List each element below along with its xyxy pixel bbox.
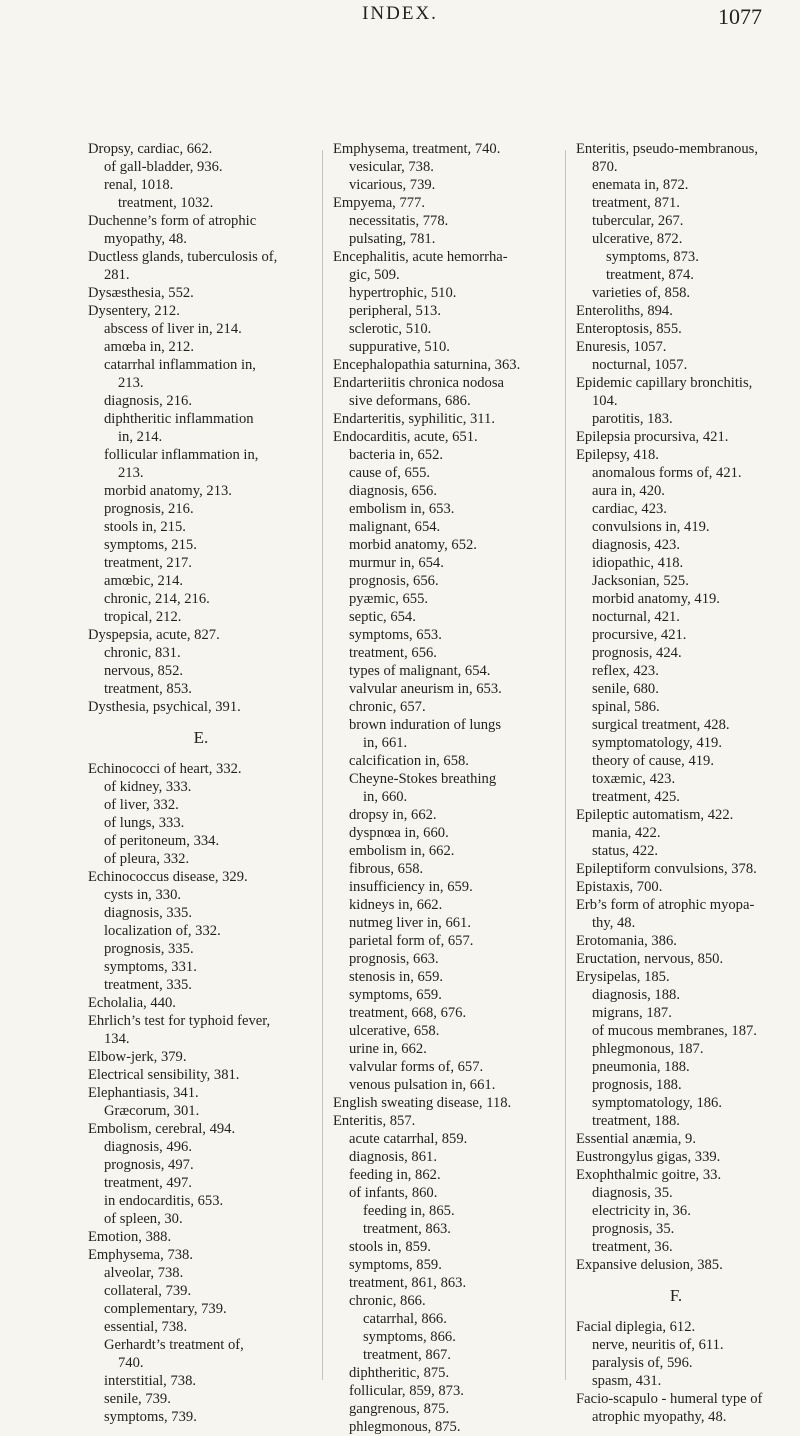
index-entry: Emphysema, treatment, 740.	[333, 141, 501, 157]
index-subentry: theory of cause, 419.	[592, 753, 714, 769]
index-entry: Emotion, 388.	[88, 1229, 172, 1245]
index-subentry: symptomatology, 186.	[592, 1095, 722, 1111]
index-entry: Endocarditis, acute, 651.	[333, 429, 478, 445]
column-divider	[565, 150, 566, 1380]
index-subentry: of lungs, 333.	[104, 815, 185, 831]
index-subentry: varieties of, 858.	[592, 285, 691, 301]
index-subentry: brown induration of lungs	[349, 717, 502, 733]
index-subentry: catarrhal, 866.	[363, 1311, 447, 1327]
index-entry: Elbow-jerk, 379.	[88, 1049, 187, 1065]
index-subentry: Cheyne-Stokes breathing	[349, 771, 497, 787]
index-subentry: treatment, 497.	[104, 1175, 192, 1191]
index-entry: Empyema, 777.	[333, 195, 426, 211]
index-subentry: amœbic, 214.	[104, 573, 184, 589]
index-subentry: venous pulsation in, 661.	[349, 1077, 496, 1093]
index-subentry: amœba in, 212.	[104, 339, 194, 355]
index-subentry: treatment, 36.	[592, 1239, 673, 1255]
index-subentry: bacteria in, 652.	[349, 447, 444, 463]
index-subentry: senile, 739.	[104, 1391, 171, 1407]
index-subentry: prognosis, 216.	[104, 501, 194, 517]
index-subentry: 870.	[592, 159, 618, 175]
index-entry: Epileptic automatism, 422.	[576, 807, 734, 823]
index-subentry: morbid anatomy, 652.	[349, 537, 477, 553]
index-subentry: Gerhardt’s treatment of,	[104, 1337, 244, 1353]
index-subentry: spinal, 586.	[592, 699, 660, 715]
index-subentry: procursive, 421.	[592, 627, 687, 643]
index-column-1	[88, 140, 314, 1426]
index-subentry: prognosis, 335.	[104, 941, 194, 957]
index-subentry: symptoms, 659.	[349, 987, 442, 1003]
index-entry: Erotomania, 386.	[576, 933, 677, 949]
index-subentry: catarrhal inflammation in,	[104, 357, 256, 373]
index-subentry: follicular inflammation in,	[104, 447, 259, 463]
index-subentry: of infants, 860.	[349, 1185, 438, 1201]
index-subentry: diagnosis, 496.	[104, 1139, 192, 1155]
index-subentry: aura in, 420.	[592, 483, 665, 499]
index-subentry: symptoms, 859.	[349, 1257, 442, 1273]
index-subentry: treatment, 871.	[592, 195, 680, 211]
index-subentry: tubercular, 267.	[592, 213, 684, 229]
index-entry: Epilepsia procursiva, 421.	[576, 429, 729, 445]
index-subentry: treatment, 863.	[363, 1221, 451, 1237]
index-subentry: collateral, 739.	[104, 1283, 192, 1299]
index-subentry: 213.	[118, 465, 144, 481]
index-subentry: in, 660.	[363, 789, 408, 805]
index-subentry: diagnosis, 656.	[349, 483, 437, 499]
index-subentry: treatment, 425.	[592, 789, 680, 805]
index-subentry: paralysis of, 596.	[592, 1355, 693, 1371]
index-entry: Erysipelas, 185.	[576, 969, 670, 985]
index-entry: Endarteriitis chronica nodosa	[333, 375, 505, 391]
index-subentry: embolism in, 662.	[349, 843, 455, 859]
index-subentry: pneumonia, 188.	[592, 1059, 690, 1075]
index-subentry: diphtheritic inflammation	[104, 411, 254, 427]
index-entry: Epidemic capillary bronchitis,	[576, 375, 753, 391]
index-subentry: Jacksonian, 525.	[592, 573, 689, 589]
index-subentry: treatment, 188.	[592, 1113, 680, 1129]
index-subentry: gic, 509.	[349, 267, 400, 283]
index-subentry: nervous, 852.	[104, 663, 184, 679]
index-subentry: diagnosis, 188.	[592, 987, 680, 1003]
index-subentry: treatment, 217.	[104, 555, 192, 571]
index-subentry: surgical treatment, 428.	[592, 717, 730, 733]
index-subentry: follicular, 859, 873.	[349, 1383, 464, 1399]
index-column-3	[576, 140, 776, 1426]
page-number: 1077	[718, 4, 762, 29]
index-subentry: migrans, 187.	[592, 1005, 672, 1021]
index-subentry: complementary, 739.	[104, 1301, 227, 1317]
index-subentry: symptoms, 873.	[606, 249, 699, 265]
index-subentry: diagnosis, 861.	[349, 1149, 437, 1165]
index-subentry: in, 661.	[363, 735, 408, 751]
index-subentry: feeding in, 865.	[363, 1203, 455, 1219]
index-subentry: senile, 680.	[592, 681, 659, 697]
index-subentry: 213.	[118, 375, 144, 391]
index-subentry: essential, 738.	[104, 1319, 188, 1335]
index-subentry: in, 214.	[118, 429, 163, 445]
index-entry: Electrical sensibility, 381.	[88, 1067, 240, 1083]
index-subentry: treatment, 656.	[349, 645, 437, 661]
running-head: INDEX.	[362, 3, 438, 24]
index-subentry: electricity in, 36.	[592, 1203, 691, 1219]
index-subentry: pulsating, 781.	[349, 231, 436, 247]
index-subentry: parietal form of, 657.	[349, 933, 474, 949]
index-subentry: phlegmonous, 187.	[592, 1041, 704, 1057]
index-subentry: anomalous forms of, 421.	[592, 465, 742, 481]
index-subentry: stenosis in, 659.	[349, 969, 444, 985]
index-subentry: 134.	[104, 1031, 130, 1047]
index-subentry: peripheral, 513.	[349, 303, 441, 319]
index-subentry: symptoms, 215.	[104, 537, 197, 553]
index-subentry: symptoms, 653.	[349, 627, 442, 643]
index-subentry: 104.	[592, 393, 618, 409]
index-subentry: diagnosis, 216.	[104, 393, 192, 409]
index-subentry: treatment, 861, 863.	[349, 1275, 467, 1291]
index-subentry: 281.	[104, 267, 130, 283]
index-subentry: treatment, 867.	[363, 1347, 451, 1363]
index-entry: Elephantiasis, 341.	[88, 1085, 199, 1101]
index-subentry: treatment, 1032.	[118, 195, 214, 211]
index-subentry: parotitis, 183.	[592, 411, 673, 427]
index-entry: Endarteritis, syphilitic, 311.	[333, 411, 495, 427]
index-entry: Emphysema, 738.	[88, 1247, 193, 1263]
index-entry: Erb’s form of atrophic myopa-	[576, 897, 755, 913]
index-entry: Encephalopathia saturnina, 363.	[333, 357, 521, 373]
index-subentry: feeding in, 862.	[349, 1167, 441, 1183]
index-subentry: of spleen, 30.	[104, 1211, 183, 1227]
index-subentry: dyspnœa in, 660.	[349, 825, 449, 841]
index-entry: Encephalitis, acute hemorrha-	[333, 249, 508, 265]
index-subentry: treatment, 335.	[104, 977, 192, 993]
index-subentry: symptoms, 331.	[104, 959, 197, 975]
index-entry: Ductless glands, tuberculosis of,	[88, 249, 278, 265]
index-subentry: valvular aneurism in, 653.	[349, 681, 502, 697]
index-subentry: of mucous membranes, 187.	[592, 1023, 757, 1039]
index-subentry: prognosis, 497.	[104, 1157, 194, 1173]
index-subentry: of gall-bladder, 936.	[104, 159, 223, 175]
index-entry: Eustrongylus gigas, 339.	[576, 1149, 721, 1165]
index-subentry: convulsions in, 419.	[592, 519, 710, 535]
index-subentry: fibrous, 658.	[349, 861, 424, 877]
index-subentry: nutmeg liver in, 661.	[349, 915, 472, 931]
index-subentry: of peritoneum, 334.	[104, 833, 220, 849]
index-subentry: Græcorum, 301.	[104, 1103, 200, 1119]
index-subentry: vicarious, 739.	[349, 177, 436, 193]
index-subentry: status, 422.	[592, 843, 659, 859]
index-subentry: calcification in, 658.	[349, 753, 469, 769]
index-subentry: reflex, 423.	[592, 663, 659, 679]
index-entry: Embolism, cerebral, 494.	[88, 1121, 236, 1137]
index-subentry: 740.	[118, 1355, 144, 1371]
index-subentry: prognosis, 663.	[349, 951, 439, 967]
index-subentry: sclerotic, 510.	[349, 321, 432, 337]
index-entry: Echinococcus disease, 329.	[88, 869, 248, 885]
index-entry: Enteroptosis, 855.	[576, 321, 682, 337]
index-entry: Dysæsthesia, 552.	[88, 285, 194, 301]
index-entry: Dropsy, cardiac, 662.	[88, 141, 213, 157]
index-subentry: atrophic myopathy, 48.	[592, 1409, 727, 1425]
index-subentry: of kidney, 333.	[104, 779, 192, 795]
index-subentry: hypertrophic, 510.	[349, 285, 457, 301]
index-subentry: embolism in, 653.	[349, 501, 455, 517]
index-subentry: chronic, 214, 216.	[104, 591, 210, 607]
index-subentry: symptoms, 739.	[104, 1409, 197, 1425]
index-subentry: chronic, 831.	[104, 645, 181, 661]
index-subentry: diagnosis, 35.	[592, 1185, 673, 1201]
index-subentry: thy, 48.	[592, 915, 636, 931]
index-subentry: stools in, 215.	[104, 519, 186, 535]
index-entry: Eructation, nervous, 850.	[576, 951, 724, 967]
index-subentry: nocturnal, 1057.	[592, 357, 688, 373]
index-subentry: nocturnal, 421.	[592, 609, 680, 625]
index-subentry: suppurative, 510.	[349, 339, 450, 355]
index-subentry: dropsy in, 662.	[349, 807, 437, 823]
index-entry: Essential anæmia, 9.	[576, 1131, 696, 1147]
index-subentry: insufficiency in, 659.	[349, 879, 473, 895]
index-subentry: murmur in, 654.	[349, 555, 444, 571]
index-subentry: diagnosis, 335.	[104, 905, 192, 921]
index-entry: Echinococci of heart, 332.	[88, 761, 242, 777]
index-entry: Duchenne’s form of atrophic	[88, 213, 257, 229]
index-subentry: necessitatis, 778.	[349, 213, 449, 229]
index-subentry: cause of, 655.	[349, 465, 431, 481]
section-letter: F.	[669, 1286, 683, 1305]
index-entry: Ehrlich’s test for typhoid fever,	[88, 1013, 271, 1029]
index-subentry: phlegmonous, 875.	[349, 1419, 461, 1435]
index-subentry: symptomatology, 419.	[592, 735, 722, 751]
index-subentry: chronic, 657.	[349, 699, 426, 715]
index-subentry: enemata in, 872.	[592, 177, 689, 193]
index-subentry: morbid anatomy, 213.	[104, 483, 232, 499]
index-entry: Epilepsy, 418.	[576, 447, 659, 463]
index-subentry: chronic, 866.	[349, 1293, 426, 1309]
index-subentry: acute catarrhal, 859.	[349, 1131, 468, 1147]
index-subentry: vesicular, 738.	[349, 159, 434, 175]
index-subentry: prognosis, 35.	[592, 1221, 675, 1237]
index-subentry: treatment, 874.	[606, 267, 694, 283]
column-divider	[322, 150, 323, 1380]
index-subentry: symptoms, 866.	[363, 1329, 456, 1345]
index-entry: Enteritis, pseudo-membranous,	[576, 141, 758, 157]
index-entry: Enteroliths, 894.	[576, 303, 673, 319]
index-subentry: abscess of liver in, 214.	[104, 321, 242, 337]
index-subentry: cysts in, 330.	[104, 887, 182, 903]
index-entry: Enuresis, 1057.	[576, 339, 667, 355]
index-subentry: types of malignant, 654.	[349, 663, 491, 679]
index-entry: Dyspepsia, acute, 827.	[88, 627, 220, 643]
index-subentry: alveolar, 738.	[104, 1265, 184, 1281]
index-subentry: mania, 422.	[592, 825, 661, 841]
index-subentry: idiopathic, 418.	[592, 555, 684, 571]
index-subentry: tropical, 212.	[104, 609, 182, 625]
index-subentry: malignant, 654.	[349, 519, 441, 535]
index-subentry: septic, 654.	[349, 609, 416, 625]
section-letter: E.	[193, 728, 209, 747]
index-subentry: of pleura, 332.	[104, 851, 190, 867]
index-subentry: diphtheritic, 875.	[349, 1365, 450, 1381]
index-entry: Facio-scapulo - humeral type of	[576, 1391, 763, 1407]
index-subentry: kidneys in, 662.	[349, 897, 443, 913]
index-column-2	[333, 140, 559, 1436]
index-subentry: of liver, 332.	[104, 797, 179, 813]
index-entry: Epistaxis, 700.	[576, 879, 663, 895]
index-entry: Enteritis, 857.	[333, 1113, 416, 1129]
index-subentry: toxæmic, 423.	[592, 771, 676, 787]
index-subentry: pyæmic, 655.	[349, 591, 429, 607]
index-entry: Dysentery, 212.	[88, 303, 180, 319]
index-entry: Exophthalmic goitre, 33.	[576, 1167, 722, 1183]
index-subentry: in endocarditis, 653.	[104, 1193, 224, 1209]
index-subentry: spasm, 431.	[592, 1373, 662, 1389]
index-subentry: renal, 1018.	[104, 177, 174, 193]
index-subentry: prognosis, 188.	[592, 1077, 682, 1093]
index-entry: English sweating disease, 118.	[333, 1095, 512, 1111]
index-entry: Epileptiform convulsions, 378.	[576, 861, 757, 877]
index-subentry: treatment, 853.	[104, 681, 192, 697]
page-header	[0, 0, 800, 40]
index-subentry: urine in, 662.	[349, 1041, 427, 1057]
index-subentry: gangrenous, 875.	[349, 1401, 450, 1417]
index-subentry: localization of, 332.	[104, 923, 221, 939]
index-subentry: cardiac, 423.	[592, 501, 667, 517]
index-subentry: stools in, 859.	[349, 1239, 431, 1255]
index-subentry: treatment, 668, 676.	[349, 1005, 467, 1021]
index-entry: Dysthesia, psychical, 391.	[88, 699, 241, 715]
index-subentry: valvular forms of, 657.	[349, 1059, 484, 1075]
index-subentry: diagnosis, 423.	[592, 537, 680, 553]
index-entry: Echolalia, 440.	[88, 995, 176, 1011]
index-subentry: prognosis, 424.	[592, 645, 682, 661]
index-subentry: nerve, neuritis of, 611.	[592, 1337, 724, 1353]
index-entry: Facial diplegia, 612.	[576, 1319, 696, 1335]
index-subentry: interstitial, 738.	[104, 1373, 197, 1389]
index-subentry: ulcerative, 658.	[349, 1023, 440, 1039]
index-subentry: ulcerative, 872.	[592, 231, 683, 247]
index-subentry: prognosis, 656.	[349, 573, 439, 589]
index-entry: Expansive delusion, 385.	[576, 1257, 723, 1273]
index-subentry: sive deformans, 686.	[349, 393, 471, 409]
index-subentry: myopathy, 48.	[104, 231, 187, 247]
index-subentry: morbid anatomy, 419.	[592, 591, 720, 607]
